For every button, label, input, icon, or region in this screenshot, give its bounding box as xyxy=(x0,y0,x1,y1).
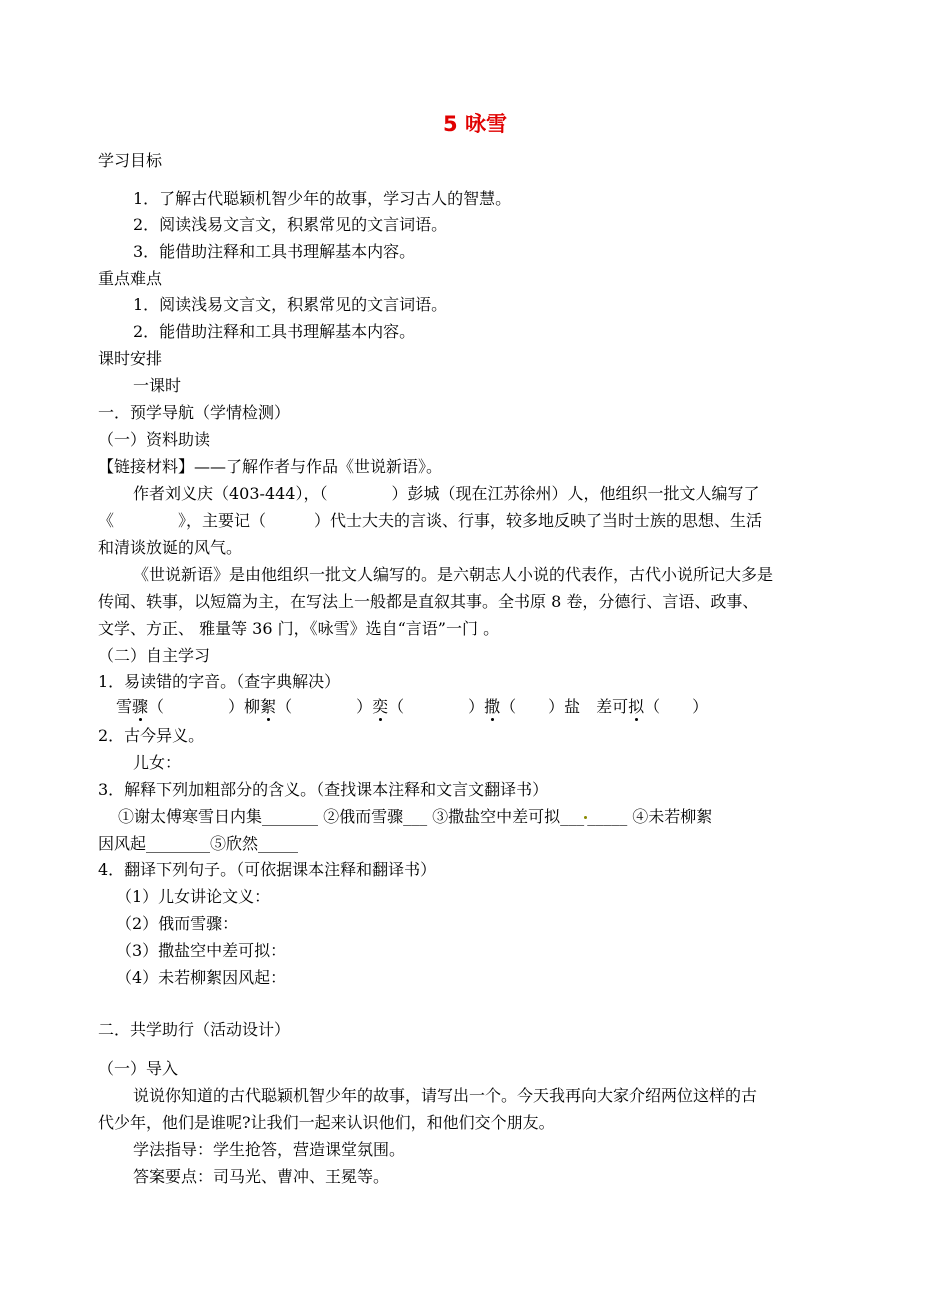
blank: （ ）盐 差可 xyxy=(500,697,629,716)
part1-sub1: （一）资料助读 xyxy=(98,430,211,449)
author-paragraph-line: 和清谈放诞的风气。 xyxy=(98,538,243,557)
page-title: 5 咏雪 xyxy=(443,112,507,136)
question-4-item: （3）撒盐空中差可拟： xyxy=(116,941,287,960)
question-3-text: ①谢太傅寒雪日内集_______ ②俄而雪骤___ ③撒盐空中差可拟___ xyxy=(118,807,585,826)
pronunciation-line xyxy=(116,696,708,718)
answer-points: 答案要点：司马光、曹冲、王冕等。 xyxy=(133,1167,390,1186)
intro-paragraph-line: 代少年，他们是谁呢?让我们一起来认识他们，和他们交个朋友。 xyxy=(98,1113,555,1132)
dotted-char: 拟 xyxy=(628,697,645,716)
part1-heading: 一．预学导航（学情检测） xyxy=(98,403,291,422)
question-4-item: （4）未若柳絮因风起： xyxy=(116,968,287,987)
question-4-item: （1）儿女讲论文义： xyxy=(116,887,271,906)
question-3: 3．解释下列加粗部分的含义。（查找课本注释和文言文翻译书） xyxy=(98,780,549,799)
question-3-line: 因风起________⑤欣然_____ xyxy=(98,834,299,853)
char: 柳 xyxy=(244,697,261,716)
question-1: 1．易读错的字音。（查字典解决） xyxy=(98,672,341,691)
objective-item: 1．了解古代聪颖机智少年的故事，学习古人的智慧。 xyxy=(133,189,512,208)
objective-item: 3．能借助注释和工具书理解基本内容。 xyxy=(133,242,416,261)
dotted-char: 撒 xyxy=(484,697,501,716)
question-3-text-end: _____ ④未若柳絮 xyxy=(587,807,713,826)
question-2-item: 儿女： xyxy=(133,753,182,772)
blank: （ ） xyxy=(276,697,373,716)
part1-sub2: （二）自主学习 xyxy=(98,646,211,665)
question-4: 4．翻译下列句子。（可依据课本注释和翻译书） xyxy=(98,860,437,879)
book-paragraph-line: 传闻、轶事，以短篇为主，在写法上一般都是直叙其事。全书原 8 卷，分德行、言语、政事、 xyxy=(98,592,759,611)
char: 雪 xyxy=(116,697,133,716)
schedule-heading: 课时安排 xyxy=(98,349,163,368)
author-paragraph-line: 《 》，主要记（ ）代士大夫的言谈、行事，较多地反映了当时士族的思想、生活 xyxy=(98,511,763,530)
link-material-line: 【链接材料】——了解作者与作品《世说新语》。 xyxy=(98,457,443,476)
dotted-char: 骤 xyxy=(132,697,149,716)
objectives-heading: 学习目标 xyxy=(98,151,163,170)
book-paragraph-line: 文学、方正、 雅量等 36 门，《咏雪》选自“言语”一门 。 xyxy=(98,619,500,638)
blank: （ ） xyxy=(644,697,709,716)
key-point-item: 1．阅读浅易文言文，积累常见的文言词语。 xyxy=(133,295,448,314)
part2-sub1: （一）导入 xyxy=(98,1059,179,1078)
key-points-heading: 重点难点 xyxy=(98,269,163,288)
question-2: 2．古今异义。 xyxy=(98,726,205,745)
author-paragraph-line: 作者刘义庆（403-444），（ ）彭城（现在江苏徐州）人，他组织一批文人编写了 xyxy=(133,484,760,503)
blank: （ ） xyxy=(148,697,245,716)
question-4-item: （2）俄而雪骤： xyxy=(116,914,239,933)
question-3-line xyxy=(118,806,712,828)
method-guidance: 学法指导：学生抢答，营造课堂氛围。 xyxy=(133,1140,406,1159)
objective-item: 2．阅读浅易文言文，积累常见的文言词语。 xyxy=(133,215,448,234)
schedule-value: 一课时 xyxy=(133,376,182,395)
part2-heading: 二．共学助行（活动设计） xyxy=(98,1020,291,1039)
book-paragraph-line: 《世说新语》是由他组织一批文人编写的。是六朝志人小说的代表作，古代小说所记大多是 xyxy=(133,565,774,584)
blank: （ ） xyxy=(388,697,485,716)
dotted-char: 絮 xyxy=(260,697,277,716)
dotted-char: 奕 xyxy=(372,697,389,716)
intro-paragraph-line: 说说你知道的古代聪颖机智少年的故事，请写出一个。今天我再向大家介绍两位这样的古 xyxy=(133,1086,758,1105)
key-point-item: 2．能借助注释和工具书理解基本内容。 xyxy=(133,322,416,341)
